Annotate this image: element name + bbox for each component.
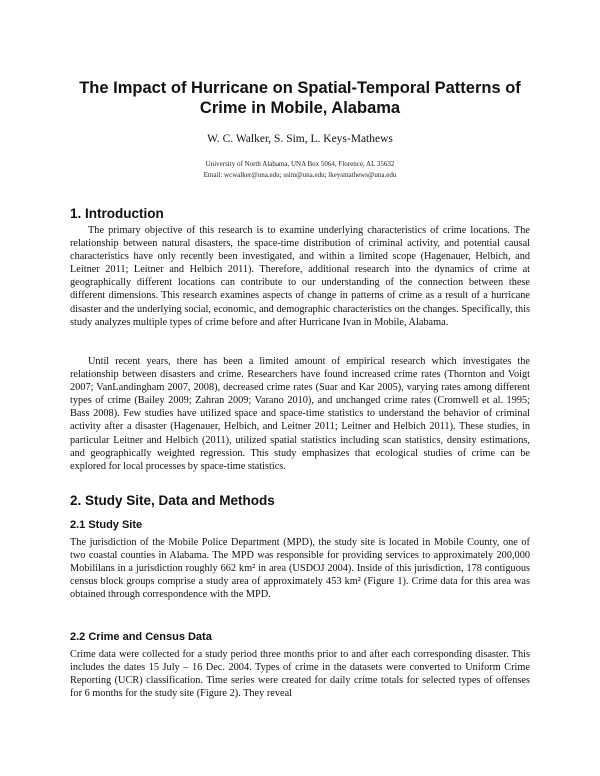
intro-paragraph-1: The primary objective of this research is to examine underlying characteristics of crime locations. The relationship between natural disasters, the space-time distribution of criminal activity, and potential causal characteristics have only recently been investigated, and within a limited scope (Hagenauer, Helbich, and Leitner 2011; Leitner and Helbich 2011). Therefore, additional research into the dynamics of crime at geographically different locations can contribute to our understanding of the connection between these different dimensions. This research examines aspects of change in patterns of crime as a result of a hurricane disaster and the underlying social, economic, and demographic characteristics on the changes. Specifically, this study analyzes multiple types of crime before and after Hurricane Ivan in Mobile, Alabama. (70, 225, 530, 328)
subsection-heading-study-site: 2.1 Study Site (70, 519, 143, 531)
section-heading-study-site: 2. Study Site, Data and Methods (70, 493, 275, 508)
paper-authors: W. C. Walker, S. Sim, L. Keys-Mathews (207, 133, 393, 145)
intro-paragraph-2: Until recent years, there has been a limited amount of empirical research which investigates the relationship between disasters and crime. Researchers have found increased crime rates (Thornton and Voigt 2007; VanLandingham 2007, 2008), decreased crime rates (Suar and Kar 2005), varying rates among different types of crime (Bailey 2009; Zahran 2009; Varano 2010), and unchanged crime rates (Cromwell et al. 1995; Bass 2008). Few studies have utilized space and space-time statistics to understand the behavior of criminal activity after a disaster (Hagenauer, Helbich, and Leitner 2011; Leitner and Helbich 2011). These studies, in particular Leitner and Helbich (2011), utilized spatial statistics including scan statistics, density estimations, and geographically weighted regression. This study emphasizes that ecological studies of crime can be explored for local processes by space-time statistics. (70, 356, 530, 472)
subsection-heading-crime-census: 2.2 Crime and Census Data (70, 631, 212, 643)
section-heading-introduction: 1. Introduction (70, 206, 164, 221)
crime-census-paragraph: Crime data were collected for a study period three months prior to and after each corresponding disaster. This includes the dates 15 July – 16 Dec. 2004. Types of crime in the datasets were converted to Uniform Crime Reporting (UCR) classification. Time series were created for daily crime totals for selected types of offenses for 6 months for the study site (Figure 2). They reveal (70, 649, 530, 700)
paper-title: The Impact of Hurricane on Spatial-Temporal Patterns of Crime in Mobile, Alabama (79, 79, 521, 117)
author-affiliation: University of North Alabama, UNA Box 5064, Florence, AL 35632 (205, 160, 395, 168)
study-site-paragraph: The jurisdiction of the Mobile Police Department (MPD), the study site is located in Mobile County, one of two coastal counties in Alabama. The MPD was responsible for providing services to approximately 200,000 Mobililans in a jurisdiction roughly 662 km² in area (USDOJ 2004). Inside of this jurisdiction, 178 contiguous census block groups comprise a study area of approximately 453 km² (Figure 1). Crime data for this area was obtained through correspondence with the MPD. (70, 537, 530, 601)
author-emails: Email: wcwalker@una.edu; ssim@una.edu; lkeysmathews@una.edu (203, 171, 397, 179)
